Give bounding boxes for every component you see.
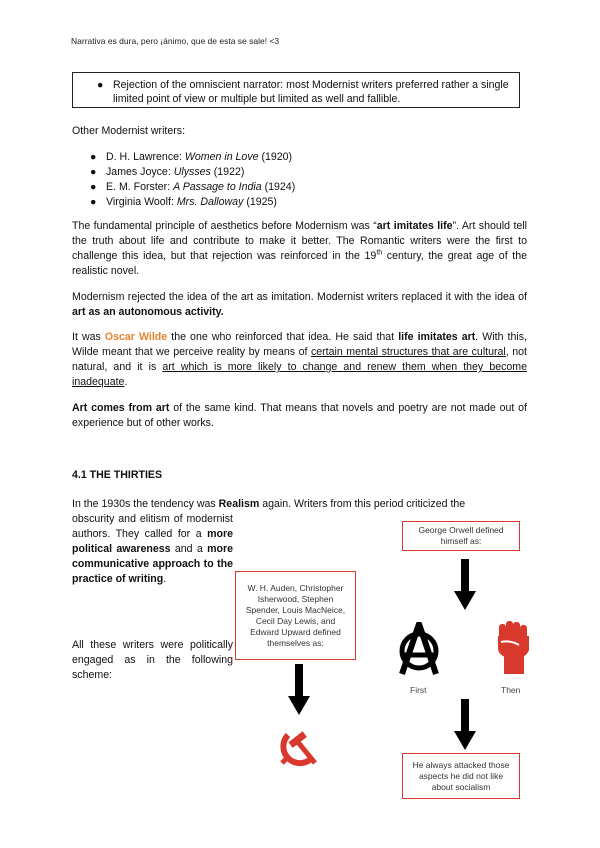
paragraph-thirties: In the 1930s the tendency was Realism again. Writers from this period criticized the (72, 498, 466, 510)
down-arrow-icon (454, 559, 476, 611)
bullet-icon: ● (97, 79, 104, 91)
work-title: A Passage to India (173, 181, 262, 193)
orwell-box: George Orwell defined himself as: (402, 521, 520, 551)
author: James Joyce: (106, 166, 174, 178)
down-arrow-icon (454, 699, 476, 751)
author: Virginia Woolf: (106, 196, 177, 208)
year: (1922) (210, 166, 245, 178)
work-title: Ulysses (173, 166, 211, 178)
auden-group-box: W. H. Auden, Christopher Isherwood, Stephen Spender, Louis MacNeice, Cecil Day Lewis, and Edward Upward defined themselves as: (235, 571, 356, 660)
oscar-wilde-name: Oscar Wilde (104, 331, 168, 343)
year: (1925) (243, 196, 277, 208)
paragraph-thirties-continued: obscurity and elitism of modernist authors. They called for a more political awareness and a more communicative approach to the practice of writing. (72, 513, 233, 585)
label-first: First (410, 685, 427, 695)
down-arrow-icon (288, 664, 310, 716)
section-title: 4.1 THE THIRTIES (72, 469, 163, 481)
work-title: Women in Love (184, 151, 259, 163)
page-header: Narrativa es dura, pero ¡ánimo, que de esta se sale! <3 (71, 36, 280, 46)
paragraph-art-comes-from-art: Art comes from art of the same kind. That means that novels and poetry are not made out of experience but of other works. (72, 402, 527, 429)
note-text: Rejection of the omniscient narrator: most Modernist writers preferred rather a single limited point of view or multiple but limited as well and fallible. (113, 79, 509, 105)
year: (1920) (258, 151, 293, 163)
bullet-icon: ● (90, 151, 97, 163)
work-title: Mrs. Dalloway (176, 196, 244, 208)
year: (1924) (261, 181, 296, 193)
bullet-icon: ● (90, 181, 97, 193)
note-box (72, 72, 520, 108)
attacked-socialism-box: He always attacked those aspects he did not like about socialism (402, 753, 520, 799)
label-then: Then (501, 685, 521, 695)
bullet-icon: ● (90, 166, 97, 178)
bullet-icon: ● (90, 196, 97, 208)
hammer-and-sickle-icon (278, 730, 320, 768)
author: D. H. Lawrence: (106, 151, 185, 163)
paragraph-scheme-intro: All these writers were politically engaged as in the following scheme: (72, 639, 233, 681)
anarchy-symbol-icon (396, 622, 442, 676)
paragraph-autonomous-activity: Modernism rejected the idea of the art as imitation. Modernist writers replaced it with the idea of art as an autonomous activity. (72, 291, 527, 318)
paragraph-oscar-wilde: It was Oscar Wilde the one who reinforced that idea. He said that life imitates art. With this, Wilde meant that we perceive reality by means of certain mental structures that are cultural, not natural, and it is art which is more likely to change and renew them when they become inadequate. (72, 331, 528, 388)
other-writers-intro: Other Modernist writers: (72, 125, 186, 137)
raised-fist-icon (493, 618, 533, 674)
author: E. M. Forster: (106, 181, 174, 193)
paragraph-art-imitates-life: The fundamental principle of aesthetics before Modernism was “art imitates life”. Art should tell the truth about life and contribute to make it better. The Romantic writers were the first to challenge this idea, but that rejection was reinforced in the 19th century, the great age of the realistic novel. (72, 220, 527, 277)
